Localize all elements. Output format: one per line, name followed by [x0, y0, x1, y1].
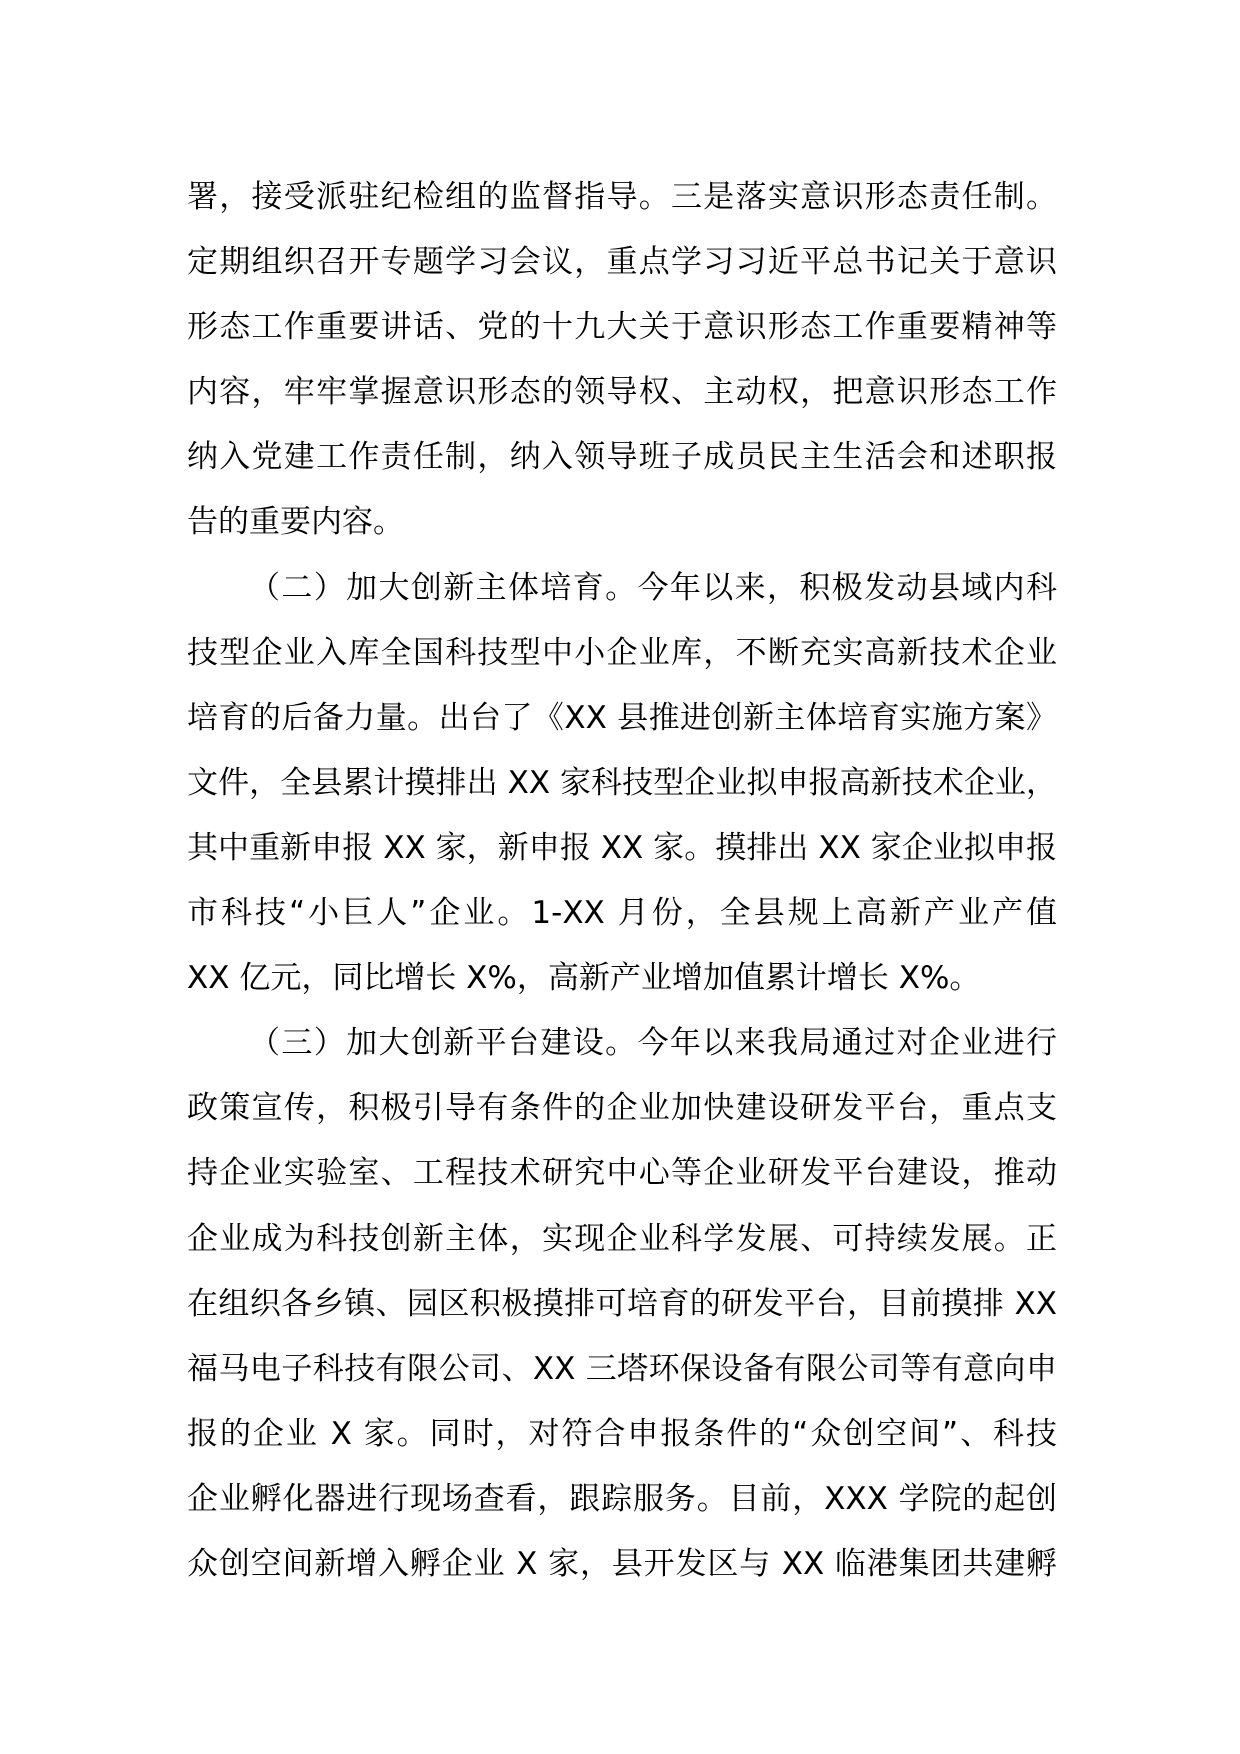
text-line: 纳入党建工作责任制，纳入领导班子成员民主生活会和述职报	[187, 439, 1057, 476]
text-line: 企业成为科技创新主体，实现企业科学发展、可持续发展。正	[187, 1220, 1057, 1257]
text-line: 持企业实验室、工程技术研究中心等企业研发平台建设，推动	[187, 1155, 1057, 1192]
document-body	[187, 165, 1057, 1597]
text-line: 报的企业 X 家。同时，对符合申报条件的“众创空间”、科技	[187, 1415, 1057, 1452]
text-line: 在组织各乡镇、园区积极摸排可培育的研发平台，目前摸排 XX	[187, 1285, 1057, 1322]
text-line: 其中重新申报 XX 家，新申报 XX 家。摸排出 XX 家企业拟申报	[187, 829, 1057, 866]
text-line: 文件，全县累计摸排出 XX 家科技型企业拟申报高新技术企业，	[187, 764, 1057, 801]
text-line: 政策宣传，积极引导有条件的企业加快建设研发平台，重点支	[187, 1090, 1057, 1127]
text-line: 内容，牢牢掌握意识形态的领导权、主动权，把意识形态工作	[187, 374, 1057, 411]
text-line: 技型企业入库全国科技型中小企业库，不断充实高新技术企业	[187, 634, 1057, 671]
text-line: 定期组织召开专题学习会议，重点学习习近平总书记关于意识	[187, 244, 1057, 281]
text-line: 告的重要内容。	[187, 504, 404, 541]
text-line: 市科技“小巨人”企业。1-XX 月份，全县规上高新产业产值	[187, 895, 1057, 932]
text-line: XX 亿元，同比增长 X%，高新产业增加值累计增长 X%。	[187, 960, 981, 997]
text-line: 形态工作重要讲话、党的十九大关于意识形态工作重要精神等	[187, 309, 1057, 346]
text-line: 培育的后备力量。出台了《XX 县推进创新主体培育实施方案》	[187, 699, 1057, 736]
text-line: （三）加大创新平台建设。今年以来我局通过对企业进行	[249, 1025, 1057, 1062]
text-line: （二）加大创新主体培育。今年以来，积极发动县域内科	[249, 569, 1057, 606]
text-line: 署，接受派驻纪检组的监督指导。三是落实意识形态责任制。	[187, 179, 1057, 215]
text-line: 福马电子科技有限公司、XX 三塔环保设备有限公司等有意向申	[187, 1350, 1057, 1387]
text-line: 企业孵化器进行现场查看，跟踪服务。目前，XXX 学院的起创	[187, 1480, 1057, 1517]
text-line: 众创空间新增入孵企业 X 家，县开发区与 XX 临港集团共建孵	[187, 1545, 1057, 1582]
